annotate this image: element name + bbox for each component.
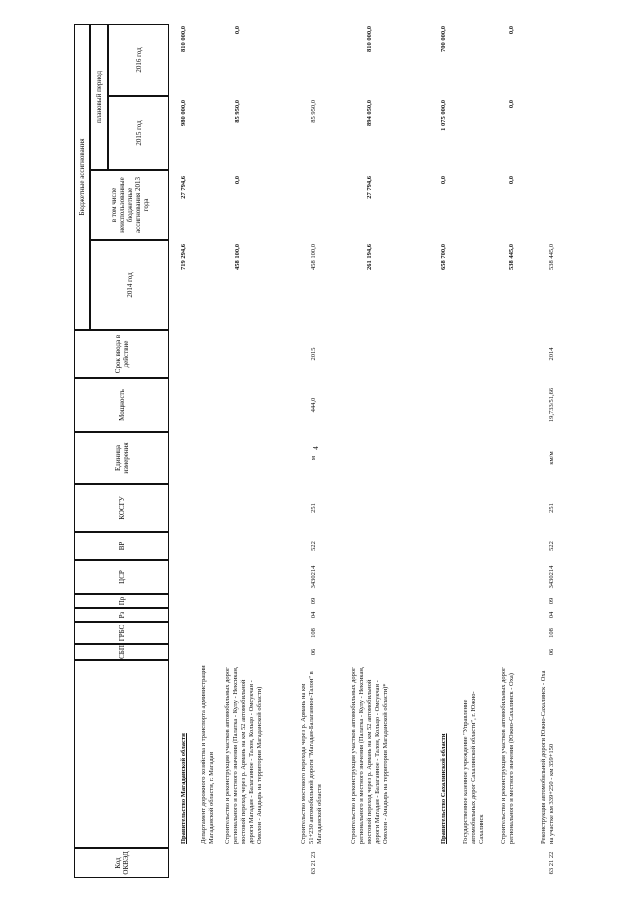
row-3-rz: 04: [310, 611, 317, 619]
row-0-2014: 719 294,6: [180, 244, 187, 270]
row-0-2016: 810 000,0: [180, 26, 187, 52]
row-3-deadline: 2015: [310, 347, 317, 361]
row-3-2015: 85 950,0: [310, 100, 317, 123]
row-8-okved: 63 21 22: [548, 851, 555, 875]
row-7-unused: 0,0: [508, 176, 515, 185]
row-3-pr: 09: [310, 597, 317, 605]
row-4-unused: 27 794,6: [366, 176, 373, 199]
row-8-name: Реконструкция автомобильной дороги Южно-Сахалинск - Оха на участке км 339+250 - км 359+150: [540, 670, 555, 844]
row-3-csr: 3430214: [310, 565, 317, 589]
row-2-2014: 458 100,0: [234, 244, 241, 270]
row-0-name: Правительство Магаданской области: [180, 733, 187, 844]
row-7-2016: 0,0: [508, 26, 515, 35]
row-4-2016: 810 000,0: [366, 26, 373, 52]
row-8-unit: км/м: [548, 451, 555, 465]
row-5-2014: 658 700,0: [440, 244, 447, 270]
rotated-table-wrapper: [74, 20, 614, 878]
row-2-2015: 85 950,0: [234, 100, 241, 123]
header-budget-group: Бюджетные ассигнования: [74, 24, 90, 330]
header-grbs: ГРБС: [74, 622, 169, 644]
row-8-rz: 04: [548, 611, 555, 619]
row-3-capacity: 444,0: [310, 397, 317, 413]
header-2014: 2014 год: [90, 240, 169, 330]
row-7-2014: 538 445,0: [508, 244, 515, 270]
row-4-2014: 261 194,6: [366, 244, 373, 270]
header-deadline: Срок ввода в действие: [74, 330, 169, 378]
row-7-name: Строительство и реконструкция участков автомобильных дорог регионального и местного значения (Южно-Сахалинск - Оха): [500, 667, 515, 844]
header-pr: Пр: [74, 594, 169, 608]
header-capacity: Мощность: [74, 378, 169, 432]
row-1-name: Департамент дорожного хозяйства и транспорта администрации Магаданской области, г. Магадан: [200, 665, 215, 844]
header-planned-period: плановый период: [90, 24, 108, 170]
header-unused-2013: в том числе неиспользованные бюджетные ассигнования 2013 года: [90, 170, 169, 240]
header-2015: 2015 год: [108, 96, 169, 170]
row-8-vr: 522: [548, 541, 555, 551]
header-name: [74, 660, 169, 848]
header-okved: Код ОКВЭД: [74, 848, 169, 878]
row-3-kosgu: 251: [310, 503, 317, 513]
budget-table: [74, 20, 614, 878]
row-0-unused: 27 794,6: [180, 176, 187, 199]
row-2-unused: 0,0: [234, 176, 241, 185]
row-0-2015: 980 000,0: [180, 100, 187, 126]
row-8-2014: 538 445,0: [548, 244, 555, 270]
row-5-2015: 1 075 000,0: [440, 100, 447, 131]
header-kosgu: КОСГУ: [74, 484, 169, 532]
row-8-grbs: 108: [548, 628, 555, 638]
row-5-unused: 0,0: [440, 176, 447, 185]
header-2016: 2016 год: [108, 24, 169, 96]
row-3-sbp: 06: [310, 648, 317, 656]
row-4-2015: 894 050,0: [366, 100, 373, 126]
row-8-pr: 09: [548, 597, 555, 605]
row-8-capacity: 19,733/51,66: [548, 387, 555, 423]
row-3-2014: 458 100,0: [310, 244, 317, 270]
page-number: 4: [311, 446, 320, 450]
row-2-name: Строительство и реконструкция участков автомобильных дорог регионального и местного значения (Палатка - Кулу - Нексикан, мостовой переход через р. Армань на км 52 автомобильной дороги Магадан - Балаганное - Талон, Кольцо - Омсукчан - Омолон - Анадырь на территории Магаданской области): [224, 666, 263, 844]
row-2-2016: 0,0: [234, 26, 241, 35]
row-8-deadline: 2014: [548, 347, 555, 361]
header-unit: Единица измерения: [74, 432, 169, 484]
row-3-unit: м: [310, 455, 317, 461]
row-3-vr: 522: [310, 541, 317, 551]
row-3-okved: 63 21 23: [310, 851, 317, 875]
row-3-grbs: 108: [310, 628, 317, 638]
header-csr: ЦСР: [74, 560, 169, 594]
header-sbp: СБП: [74, 644, 169, 660]
row-6-name: Государственное казенное учреждение "Управление автомобильных дорог Сахалинской области", г. Южно-Сахалинск: [462, 691, 485, 844]
row-4-name: Строительство и реконструкция участков автомобильных дорог регионального и местного значения (Палатка - Кулу - Нексикан, мостовой переход через р. Армань на км 52 автомобильной дороги Магадан - Балаганное - Талон, Кольцо - Омсукчан - Омолон - Анадырь на территории Магаданской области)*: [350, 666, 389, 844]
row-8-kosgu: 251: [548, 503, 555, 513]
row-3-name: Строительство мостового перехода через р. Армань на км 51+230 автомобильной дороги "Магадан-Балаганное-Талон" в Магаданской области: [300, 671, 323, 844]
row-7-2015: 0,0: [508, 100, 515, 109]
row-5-2016: 700 000,0: [440, 26, 447, 52]
header-vr: ВР: [74, 532, 169, 560]
header-rz: Рз: [74, 608, 169, 622]
row-8-csr: 3430214: [548, 565, 555, 589]
row-8-sbp: 06: [548, 648, 555, 656]
row-5-name: Правительство Сахалинской области: [440, 733, 447, 844]
